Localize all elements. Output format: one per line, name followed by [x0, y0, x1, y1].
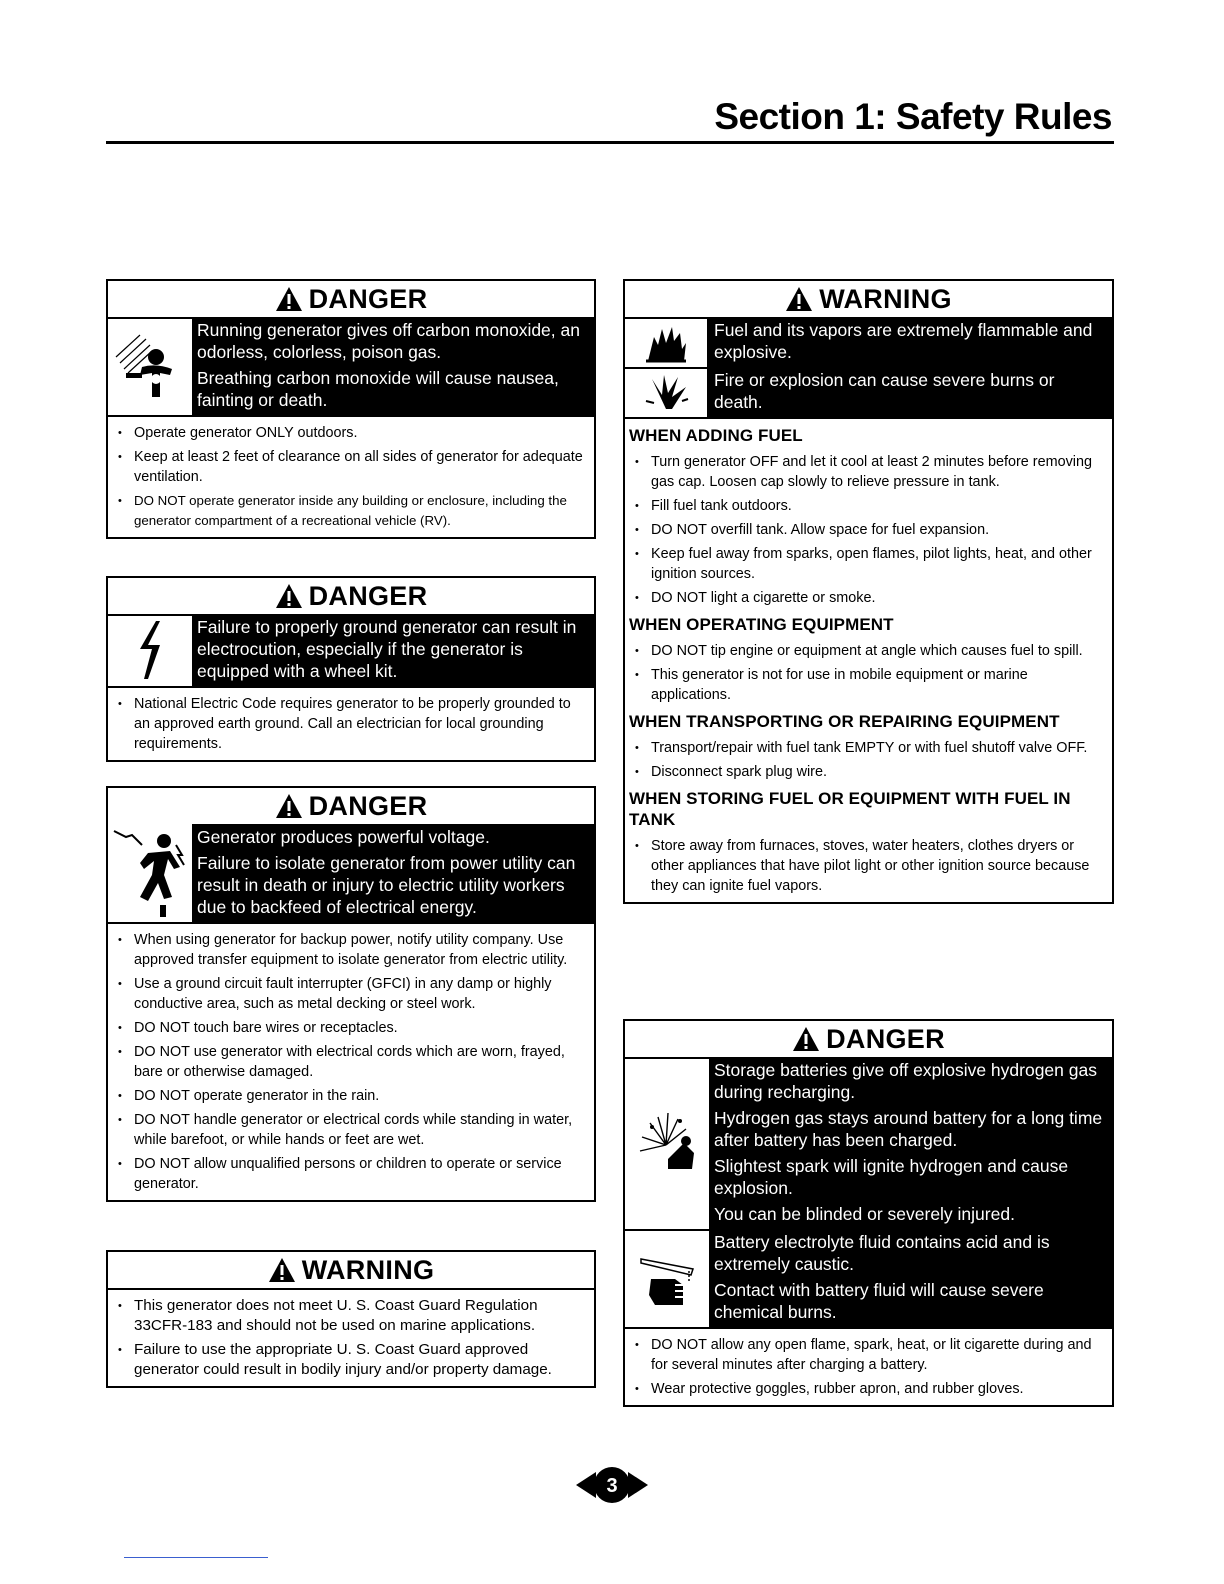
- title-rule: [106, 141, 1114, 144]
- hazard-line: Failure to properly ground generator can result in electrocution, especially if the generator is equipped with a wheel kit.: [197, 617, 577, 681]
- warning-triangle-icon: [785, 286, 813, 312]
- instruction-list: [625, 732, 1112, 788]
- hazard-text: [192, 317, 594, 415]
- danger-carbon-monoxide-box: [106, 279, 596, 539]
- list-item: • Use a ground circuit fault interrupter (GFCI) in any damp or highly conductive area, such as metal decking or steel work.: [112, 974, 588, 1014]
- hazard-text: [709, 317, 1112, 367]
- warning-triangle-icon: [275, 286, 303, 312]
- hazard-line: Slightest spark will ignite hydrogen and cause explosion.: [714, 1156, 1069, 1198]
- list-item: • When using generator for backup power, notify utility company. Use approved transfer equipment to isolate generator from electric utility.: [112, 930, 588, 970]
- hazard-text: [709, 1057, 1112, 1229]
- explosion-icon: [625, 367, 709, 417]
- hazard-line: Battery electrolyte fluid contains acid and is extremely caustic.: [714, 1232, 1050, 1274]
- warning-marine-box: [106, 1250, 596, 1388]
- signal-word: WARNING: [819, 283, 952, 314]
- instruction-list: [108, 922, 594, 1200]
- list-item: • Keep at least 2 feet of clearance on all sides of generator for adequate ventilation.: [112, 447, 588, 487]
- list-item: • Turn generator OFF and let it cool at least 2 minutes before removing gas cap. Loosen cap slowly to relieve pressure in tank.: [629, 452, 1106, 492]
- list-item: • Fill fuel tank outdoors.: [629, 496, 1106, 516]
- hazard-line: Contact with battery fluid will cause severe chemical burns.: [714, 1280, 1044, 1322]
- footer-rule: [124, 1557, 268, 1558]
- signal-word: DANGER: [826, 1023, 945, 1054]
- hazard-text: [192, 614, 594, 686]
- list-item: • DO NOT allow unqualified persons or children to operate or service generator.: [112, 1154, 588, 1194]
- page-number-badge: [576, 1464, 648, 1506]
- hazard-panel: [108, 614, 594, 686]
- hazard-panel: [625, 1229, 1112, 1327]
- hazard-text: [192, 824, 594, 922]
- page-number: 3: [606, 1475, 618, 1497]
- instruction-list: [108, 415, 594, 537]
- list-item: • DO NOT use generator with electrical cords which are worn, frayed, bare or otherwise damaged.: [112, 1042, 588, 1082]
- electrocution-person-icon: [108, 824, 192, 922]
- hazard-line: You can be blinded or severely injured.: [714, 1204, 1015, 1224]
- list-item: • DO NOT tip engine or equipment at angle which causes fuel to spill.: [629, 641, 1106, 661]
- flammable-icon: [625, 317, 709, 367]
- list-item: • This generator is not for use in mobile equipment or marine applications.: [629, 665, 1106, 705]
- toxic-fumes-icon: [108, 317, 192, 415]
- signal-header: [108, 578, 594, 614]
- warning-triangle-icon: [268, 1257, 296, 1283]
- danger-voltage-box: [106, 786, 596, 1202]
- instruction-list: [108, 686, 594, 760]
- list-item: • DO NOT overfill tank. Allow space for fuel expansion.: [629, 520, 1106, 540]
- instruction-list: [625, 446, 1112, 614]
- signal-header: [108, 1252, 594, 1288]
- signal-header: [108, 281, 594, 317]
- list-item: • DO NOT handle generator or electrical cords while standing in water, while barefoot, or while hands or feet are wet.: [112, 1110, 588, 1150]
- hazard-text: [709, 1229, 1112, 1327]
- hazard-line: Running generator gives off carbon monoxide, an odorless, colorless, poison gas.: [197, 320, 580, 362]
- hazard-line: Fuel and its vapors are extremely flammable and explosive.: [714, 320, 1093, 362]
- hazard-line: Generator produces powerful voltage.: [197, 827, 490, 847]
- hazard-panel: [108, 824, 594, 922]
- list-item: • DO NOT operate generator in the rain.: [112, 1086, 588, 1106]
- list-item: • Disconnect spark plug wire.: [629, 762, 1106, 782]
- list-item: • Store away from furnaces, stoves, water heaters, clothes dryers or other appliances that have pilot light or other ignition source because they can ignite fuel vapors.: [629, 836, 1106, 896]
- instruction-list: [625, 830, 1112, 902]
- hazard-line: Hydrogen gas stays around battery for a long time after battery has been charged.: [714, 1108, 1103, 1150]
- signal-header: [625, 1021, 1112, 1057]
- list-item: • This generator does not meet U. S. Coast Guard Regulation 33CFR-183 and should not be used on marine applications.: [112, 1296, 588, 1336]
- list-item: • National Electric Code requires generator to be properly grounded to an approved earth ground. Call an electrician for local grounding requirements.: [112, 694, 588, 754]
- danger-grounding-box: [106, 576, 596, 762]
- hazard-line: Fire or explosion can cause severe burns or death.: [714, 370, 1055, 412]
- signal-header: [108, 788, 594, 824]
- list-item: • DO NOT allow any open flame, spark, heat, or lit cigarette during and for several minutes after charging a battery.: [629, 1335, 1106, 1375]
- list-item: • DO NOT light a cigarette or smoke.: [629, 588, 1106, 608]
- hazard-panel: [625, 367, 1112, 417]
- signal-word: DANGER: [308, 790, 428, 821]
- hazard-panel: [108, 317, 594, 415]
- acid-burn-icon: [625, 1229, 709, 1327]
- hazard-panel: [625, 317, 1112, 367]
- hazard-panel: [625, 1057, 1112, 1229]
- electric-shock-icon: [108, 614, 192, 686]
- list-item: • Transport/repair with fuel tank EMPTY or with fuel shutoff valve OFF.: [629, 738, 1106, 758]
- list-item: • DO NOT touch bare wires or receptacles.: [112, 1018, 588, 1038]
- warning-triangle-icon: [792, 1026, 820, 1052]
- battery-explosion-icon: [625, 1057, 709, 1229]
- section-heading: WHEN STORING FUEL OR EQUIPMENT WITH FUEL IN TANK: [629, 789, 1071, 829]
- signal-word: DANGER: [308, 283, 428, 314]
- instruction-list: [625, 635, 1112, 711]
- page-title: Section 1: Safety Rules: [714, 96, 1112, 137]
- warning-triangle-icon: [275, 793, 303, 819]
- hazard-line: Storage batteries give off explosive hydrogen gas during recharging.: [714, 1060, 1097, 1102]
- signal-header: [625, 281, 1112, 317]
- instruction-list: [625, 1327, 1112, 1405]
- list-item: • Keep fuel away from sparks, open flames, pilot lights, heat, and other ignition sources.: [629, 544, 1106, 584]
- instruction-list: [108, 1288, 594, 1386]
- signal-word: DANGER: [308, 580, 428, 611]
- hazard-text: [709, 367, 1112, 417]
- list-item: • Operate generator ONLY outdoors.: [112, 423, 588, 443]
- warning-fuel-box: [623, 279, 1114, 904]
- danger-battery-box: [623, 1019, 1114, 1407]
- section-heading: WHEN TRANSPORTING OR REPAIRING EQUIPMENT: [629, 712, 1060, 731]
- list-item: • Wear protective goggles, rubber apron, and rubber gloves.: [629, 1379, 1106, 1399]
- list-item: • Failure to use the appropriate U. S. Coast Guard approved generator could result in bodily injury and/or property damage.: [112, 1340, 588, 1380]
- hazard-line: Failure to isolate generator from power utility can result in death or injury to electric utility workers due to backfeed of electrical energy.: [197, 853, 576, 917]
- hazard-line: Breathing carbon monoxide will cause nausea, fainting or death.: [197, 368, 559, 410]
- list-item: • DO NOT operate generator inside any building or enclosure, including the generator compartment of a recreational vehicle (RV).: [112, 491, 588, 531]
- signal-word: WARNING: [301, 1254, 435, 1285]
- section-heading: WHEN ADDING FUEL: [625, 417, 1112, 446]
- section-heading: WHEN OPERATING EQUIPMENT: [629, 615, 894, 634]
- warning-triangle-icon: [275, 583, 303, 609]
